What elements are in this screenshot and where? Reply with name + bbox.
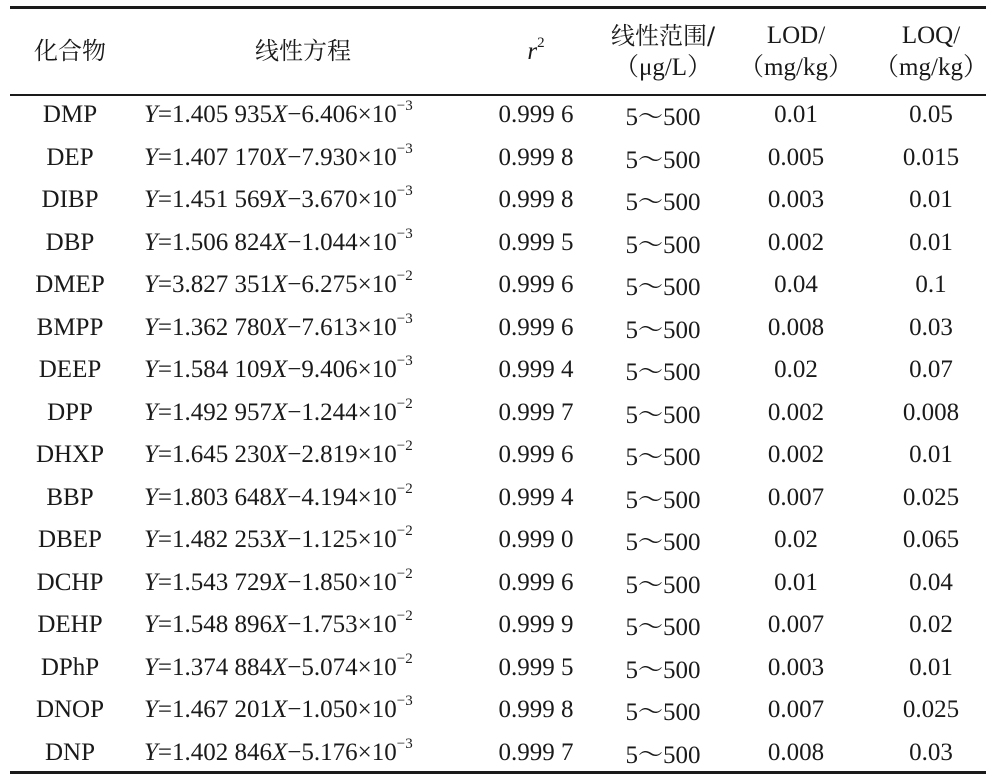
compound-name: DEHP	[37, 611, 103, 639]
header-r2-base: r	[527, 37, 538, 65]
cell-lod	[730, 647, 862, 690]
equation-intercept: −1.850×10	[287, 568, 397, 596]
cell-equation	[130, 477, 476, 520]
range-value: 5～500	[625, 656, 701, 684]
compound-name: DNP	[44, 738, 95, 766]
header-range-line2: （μg/L）	[613, 53, 713, 81]
cell-compound	[10, 477, 130, 520]
cell-equation	[130, 264, 476, 307]
equation-slope: =1.362 780	[157, 313, 273, 341]
calibration-table	[10, 9, 997, 774]
equation-slope: =1.402 846	[157, 738, 273, 766]
cell-range	[596, 562, 730, 605]
equation-y-symbol: Y	[144, 228, 158, 256]
loq-value: 0.03	[909, 738, 953, 766]
cell-lod	[730, 732, 862, 775]
header-loq-line2: （mg/kg）	[874, 53, 988, 81]
loq-value: 0.04	[909, 568, 953, 596]
cell-range	[596, 477, 730, 520]
cell-r2	[476, 477, 596, 520]
equation-exponent: −3	[396, 140, 413, 157]
range-value: 5～500	[625, 401, 701, 429]
equation-x-symbol: X	[272, 738, 288, 766]
cell-compound	[10, 137, 130, 180]
cell-loq	[862, 519, 997, 562]
equation-exponent: −2	[396, 438, 413, 455]
cell-loq	[862, 434, 997, 477]
table-row	[10, 222, 997, 265]
cell-range	[596, 647, 730, 690]
equation-x-symbol: X	[272, 441, 288, 469]
table-row	[10, 94, 997, 137]
cell-lod	[730, 562, 862, 605]
equation-intercept: −5.176×10	[287, 738, 397, 766]
equation-y-symbol: Y	[144, 483, 158, 511]
r2-value: 0.999 7	[498, 738, 574, 766]
cell-loq	[862, 647, 997, 690]
r2-value: 0.999 6	[498, 568, 574, 596]
equation-slope: =1.803 648	[157, 483, 273, 511]
cell-compound	[10, 264, 130, 307]
cell-r2	[476, 519, 596, 562]
cell-range	[596, 519, 730, 562]
cell-compound	[10, 222, 130, 265]
cell-loq	[862, 732, 997, 775]
header-loq-line1: LOQ/	[901, 21, 961, 49]
r2-value: 0.999 4	[498, 356, 574, 384]
range-value: 5～500	[625, 104, 701, 132]
loq-value: 0.025	[902, 483, 960, 511]
range-value: 5～500	[625, 529, 701, 557]
equation-x-symbol: X	[272, 568, 288, 596]
cell-compound	[10, 647, 130, 690]
range-value: 5～500	[625, 274, 701, 302]
cell-r2	[476, 647, 596, 690]
equation-y-symbol: Y	[144, 313, 158, 341]
lod-value: 0.003	[767, 186, 825, 214]
cell-range	[596, 689, 730, 732]
loq-value: 0.01	[909, 441, 953, 469]
cell-r2	[476, 604, 596, 647]
loq-value: 0.01	[909, 653, 953, 681]
equation-y-symbol: Y	[144, 696, 158, 724]
compound-name: DCHP	[36, 568, 104, 596]
cell-range	[596, 604, 730, 647]
equation-slope: =3.827 351	[157, 271, 273, 299]
cell-compound	[10, 604, 130, 647]
equation-y-symbol: Y	[144, 101, 158, 129]
cell-lod	[730, 519, 862, 562]
table-row	[10, 307, 997, 350]
table-row	[10, 349, 997, 392]
equation-x-symbol: X	[272, 271, 288, 299]
cell-range	[596, 434, 730, 477]
loq-value: 0.05	[909, 101, 953, 129]
cell-lod	[730, 477, 862, 520]
loq-value: 0.008	[902, 398, 960, 426]
header-compound-label: 化合物	[34, 37, 106, 65]
range-value: 5～500	[625, 444, 701, 472]
cell-equation	[130, 689, 476, 732]
cell-r2	[476, 349, 596, 392]
r2-value: 0.999 5	[498, 228, 574, 256]
range-value: 5～500	[625, 359, 701, 387]
header-lod-line2: （mg/kg）	[739, 53, 853, 81]
lod-value: 0.002	[767, 441, 825, 469]
lod-value: 0.003	[767, 653, 825, 681]
equation-exponent: −3	[396, 183, 413, 200]
table-row	[10, 689, 997, 732]
lod-value: 0.02	[774, 356, 818, 384]
cell-loq	[862, 477, 997, 520]
compound-name: DHXP	[35, 441, 105, 469]
compound-name: DMP	[42, 101, 98, 129]
cell-r2	[476, 434, 596, 477]
cell-compound	[10, 94, 130, 137]
cell-lod	[730, 94, 862, 137]
compound-name: BMPP	[36, 313, 104, 341]
equation-intercept: −1.125×10	[287, 526, 397, 554]
cell-compound	[10, 349, 130, 392]
cell-equation	[130, 519, 476, 562]
header-row	[10, 9, 997, 94]
cell-range	[596, 222, 730, 265]
equation-exponent: −2	[396, 523, 413, 540]
r2-value: 0.999 6	[498, 313, 574, 341]
header-range-line1: 线性范围/	[610, 21, 716, 50]
equation-slope: =1.543 729	[157, 568, 273, 596]
equation-slope: =1.584 109	[157, 356, 273, 384]
loq-value: 0.01	[909, 186, 953, 214]
cell-r2	[476, 137, 596, 180]
cell-equation	[130, 392, 476, 435]
equation-intercept: −9.406×10	[287, 356, 397, 384]
equation-slope: =1.467 201	[157, 696, 273, 724]
cell-lod	[730, 392, 862, 435]
header-lod-line1: LOD/	[766, 21, 826, 49]
cell-range	[596, 732, 730, 775]
cell-compound	[10, 179, 130, 222]
equation-exponent: −2	[396, 650, 413, 667]
cell-lod	[730, 264, 862, 307]
equation-exponent: −2	[396, 268, 413, 285]
cell-lod	[730, 604, 862, 647]
r2-value: 0.999 5	[498, 653, 574, 681]
table-row	[10, 264, 997, 307]
equation-y-symbol: Y	[144, 526, 158, 554]
lod-value: 0.01	[774, 101, 818, 129]
loq-value: 0.07	[909, 356, 953, 384]
equation-y-symbol: Y	[144, 271, 158, 299]
cell-equation	[130, 94, 476, 137]
table-row	[10, 562, 997, 605]
cell-equation	[130, 137, 476, 180]
equation-intercept: −6.275×10	[287, 271, 397, 299]
equation-exponent: −2	[396, 395, 413, 412]
cell-lod	[730, 689, 862, 732]
equation-slope: =1.492 957	[157, 398, 273, 426]
cell-loq	[862, 264, 997, 307]
equation-x-symbol: X	[272, 696, 288, 724]
r2-value: 0.999 0	[498, 526, 574, 554]
equation-y-symbol: Y	[144, 186, 158, 214]
compound-name: DEP	[46, 143, 94, 171]
compound-name: DMEP	[35, 271, 105, 299]
cell-r2	[476, 392, 596, 435]
compound-name: DNOP	[35, 696, 105, 724]
range-value: 5～500	[625, 614, 701, 642]
equation-x-symbol: X	[272, 611, 288, 639]
table-row	[10, 392, 997, 435]
cell-r2	[476, 689, 596, 732]
cell-equation	[130, 179, 476, 222]
loq-value: 0.01	[909, 228, 953, 256]
header-range	[596, 9, 730, 94]
equation-y-symbol: Y	[144, 611, 158, 639]
cell-compound	[10, 434, 130, 477]
cell-r2	[476, 732, 596, 775]
range-value: 5～500	[625, 231, 701, 259]
cell-range	[596, 349, 730, 392]
lod-value: 0.002	[767, 228, 825, 256]
cell-r2	[476, 179, 596, 222]
equation-y-symbol: Y	[144, 738, 158, 766]
equation-exponent: −2	[396, 480, 413, 497]
range-value: 5～500	[625, 189, 701, 217]
equation-intercept: −1.753×10	[287, 611, 397, 639]
range-value: 5～500	[625, 741, 701, 769]
r2-value: 0.999 6	[498, 271, 574, 299]
equation-x-symbol: X	[272, 356, 288, 384]
table-row	[10, 137, 997, 180]
cell-loq	[862, 137, 997, 180]
equation-intercept: −5.074×10	[287, 653, 397, 681]
header-lod	[730, 9, 862, 94]
equation-x-symbol: X	[272, 313, 288, 341]
equation-y-symbol: Y	[144, 143, 158, 171]
table-row	[10, 519, 997, 562]
cell-loq	[862, 689, 997, 732]
cell-range	[596, 179, 730, 222]
cell-equation	[130, 349, 476, 392]
calibration-table-container	[10, 6, 986, 776]
cell-lod	[730, 434, 862, 477]
table-row	[10, 732, 997, 775]
compound-name: DBEP	[38, 526, 102, 554]
equation-x-symbol: X	[272, 228, 288, 256]
range-value: 5～500	[625, 571, 701, 599]
loq-value: 0.025	[902, 696, 960, 724]
equation-intercept: −1.050×10	[287, 696, 397, 724]
cell-loq	[862, 179, 997, 222]
header-r2	[476, 9, 596, 94]
lod-value: 0.007	[767, 483, 825, 511]
equation-slope: =1.374 884	[157, 653, 273, 681]
equation-x-symbol: X	[272, 526, 288, 554]
equation-exponent: −2	[396, 565, 413, 582]
cell-range	[596, 264, 730, 307]
cell-equation	[130, 732, 476, 775]
range-value: 5～500	[625, 486, 701, 514]
lod-value: 0.005	[767, 143, 825, 171]
cell-r2	[476, 562, 596, 605]
compound-name: DIBP	[41, 186, 99, 214]
cell-range	[596, 137, 730, 180]
cell-loq	[862, 562, 997, 605]
cell-compound	[10, 392, 130, 435]
equation-slope: =1.482 253	[157, 526, 273, 554]
equation-intercept: −6.406×10	[287, 101, 397, 129]
table-row	[10, 647, 997, 690]
table-row	[10, 434, 997, 477]
cell-equation	[130, 222, 476, 265]
compound-name: BBP	[46, 483, 94, 511]
equation-y-symbol: Y	[144, 441, 158, 469]
header-equation	[130, 9, 476, 94]
table-header	[10, 9, 997, 94]
equation-intercept: −3.670×10	[287, 186, 397, 214]
loq-value: 0.015	[902, 143, 960, 171]
equation-intercept: −2.819×10	[287, 441, 397, 469]
cell-range	[596, 392, 730, 435]
loq-value: 0.065	[902, 526, 960, 554]
equation-intercept: −7.930×10	[287, 143, 397, 171]
cell-loq	[862, 307, 997, 350]
lod-value: 0.04	[774, 271, 818, 299]
cell-r2	[476, 307, 596, 350]
lod-value: 0.01	[774, 568, 818, 596]
cell-loq	[862, 392, 997, 435]
equation-exponent: −3	[396, 693, 413, 710]
equation-exponent: −3	[396, 735, 413, 752]
equation-intercept: −4.194×10	[287, 483, 397, 511]
r2-value: 0.999 8	[498, 186, 574, 214]
cell-loq	[862, 349, 997, 392]
table-row	[10, 179, 997, 222]
equation-y-symbol: Y	[144, 568, 158, 596]
equation-x-symbol: X	[272, 483, 288, 511]
cell-r2	[476, 94, 596, 137]
equation-slope: =1.645 230	[157, 441, 273, 469]
compound-name: DEEP	[38, 356, 102, 384]
equation-y-symbol: Y	[144, 398, 158, 426]
loq-value: 0.02	[909, 611, 953, 639]
equation-x-symbol: X	[272, 143, 288, 171]
r2-value: 0.999 8	[498, 696, 574, 724]
cell-loq	[862, 604, 997, 647]
loq-value: 0.03	[909, 313, 953, 341]
lod-value: 0.007	[767, 696, 825, 724]
lod-value: 0.008	[767, 738, 825, 766]
equation-exponent: −3	[396, 225, 413, 242]
equation-exponent: −2	[396, 608, 413, 625]
header-r2-exponent: 2	[537, 34, 545, 51]
compound-name: DPhP	[40, 653, 100, 681]
cell-lod	[730, 179, 862, 222]
lod-value: 0.007	[767, 611, 825, 639]
header-equation-label: 线性方程	[255, 37, 351, 65]
table-row	[10, 604, 997, 647]
cell-compound	[10, 307, 130, 350]
equation-y-symbol: Y	[144, 356, 158, 384]
r2-value: 0.999 8	[498, 143, 574, 171]
cell-equation	[130, 434, 476, 477]
equation-x-symbol: X	[272, 653, 288, 681]
cell-r2	[476, 264, 596, 307]
cell-equation	[130, 604, 476, 647]
r2-value: 0.999 6	[498, 441, 574, 469]
equation-slope: =1.548 896	[157, 611, 273, 639]
cell-range	[596, 307, 730, 350]
equation-exponent: −3	[396, 310, 413, 327]
equation-intercept: −1.044×10	[287, 228, 397, 256]
cell-loq	[862, 94, 997, 137]
equation-y-symbol: Y	[144, 653, 158, 681]
equation-x-symbol: X	[272, 186, 288, 214]
cell-lod	[730, 307, 862, 350]
cell-equation	[130, 647, 476, 690]
cell-loq	[862, 222, 997, 265]
cell-compound	[10, 519, 130, 562]
equation-intercept: −7.613×10	[287, 313, 397, 341]
cell-range	[596, 94, 730, 137]
loq-value: 0.1	[915, 271, 947, 299]
cell-compound	[10, 689, 130, 732]
r2-value: 0.999 7	[498, 398, 574, 426]
cell-compound	[10, 732, 130, 775]
lod-value: 0.002	[767, 398, 825, 426]
lod-value: 0.008	[767, 313, 825, 341]
header-compound	[10, 9, 130, 94]
cell-compound	[10, 562, 130, 605]
cell-lod	[730, 222, 862, 265]
r2-value: 0.999 4	[498, 483, 574, 511]
range-value: 5～500	[625, 699, 701, 727]
header-loq	[862, 9, 997, 94]
equation-x-symbol: X	[272, 398, 288, 426]
equation-slope: =1.405 935	[157, 101, 273, 129]
table-row	[10, 477, 997, 520]
equation-intercept: −1.244×10	[287, 398, 397, 426]
range-value: 5～500	[625, 316, 701, 344]
cell-lod	[730, 349, 862, 392]
equation-x-symbol: X	[272, 101, 288, 129]
r2-value: 0.999 6	[498, 101, 574, 129]
table-body	[10, 94, 997, 774]
compound-name: DBP	[45, 228, 95, 256]
lod-value: 0.02	[774, 526, 818, 554]
range-value: 5～500	[625, 146, 701, 174]
cell-equation	[130, 562, 476, 605]
equation-slope: =1.506 824	[157, 228, 273, 256]
cell-lod	[730, 137, 862, 180]
cell-equation	[130, 307, 476, 350]
equation-slope: =1.451 569	[157, 186, 273, 214]
equation-exponent: −3	[396, 353, 413, 370]
compound-name: DPP	[47, 398, 93, 426]
equation-exponent: −3	[396, 98, 413, 115]
r2-value: 0.999 9	[498, 611, 574, 639]
cell-r2	[476, 222, 596, 265]
equation-slope: =1.407 170	[157, 143, 273, 171]
